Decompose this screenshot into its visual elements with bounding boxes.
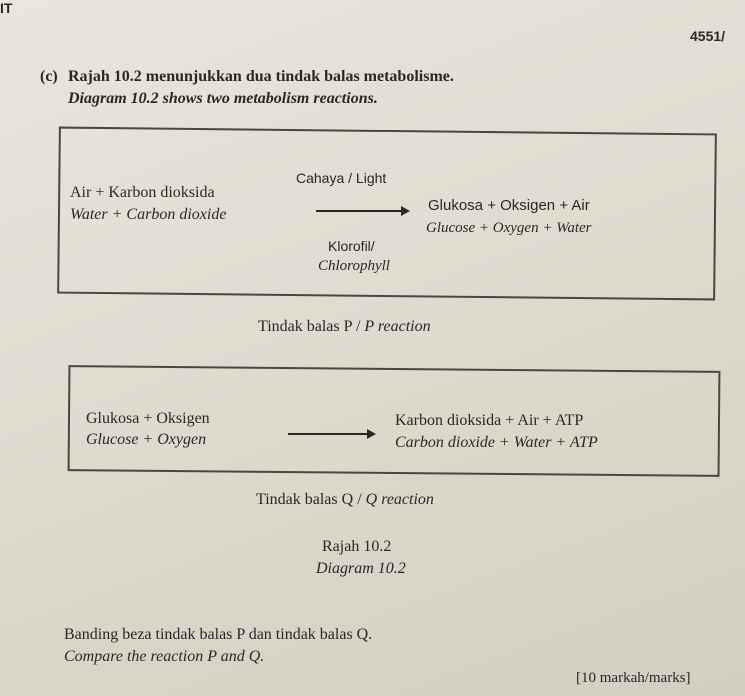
- reaction-q-caption: [256, 491, 434, 509]
- diagram-caption-english: Diagram 10.2: [316, 560, 406, 577]
- reaction-q-products-malay: Karbon dioksida + Air + ATP: [395, 412, 584, 429]
- reaction-q-caption-malay: Tindak balas Q /: [256, 491, 362, 508]
- reaction-p-caption-malay: Tindak balas P /: [258, 318, 361, 335]
- question-text-malay: Rajah 10.2 menunjukkan dua tindak balas metabolisme.: [68, 68, 454, 85]
- reaction-q-products-english: Carbon dioxide + Water + ATP: [395, 434, 598, 451]
- reaction-p-condition-light: [296, 170, 386, 186]
- light-text: Cahaya / Light: [296, 170, 387, 186]
- reaction-p-arrow: [316, 210, 408, 212]
- reaction-q-arrow: [288, 433, 374, 435]
- reaction-p-products-english: Glucose + Oxygen + Water: [426, 220, 592, 236]
- page-corner-mark: IT: [0, 0, 13, 16]
- paper-code: 4551/: [690, 28, 726, 44]
- reaction-q-caption-english: Q reaction: [365, 491, 434, 508]
- reaction-q-reactants-english: Glucose + Oxygen: [86, 431, 207, 448]
- reaction-p-products-malay: Glukosa + Oksigen + Air: [428, 197, 590, 214]
- reaction-p-caption: [258, 318, 431, 336]
- reaction-p-condition-chlorophyll-malay: Klorofil/: [328, 238, 375, 254]
- question-text-english: Diagram 10.2 shows two metabolism reactions.: [68, 90, 378, 107]
- question-label: (c): [40, 68, 58, 85]
- diagram-caption-malay: Rajah 10.2: [322, 538, 392, 555]
- task-english: Compare the reaction P and Q.: [64, 648, 265, 665]
- marks-label: [10 markah/marks]: [576, 670, 691, 686]
- task-malay: Banding beza tindak balas P dan tindak balas Q.: [64, 626, 373, 643]
- reaction-p-reactants-english: Water + Carbon dioxide: [70, 206, 227, 223]
- reaction-p-caption-english: P reaction: [364, 318, 431, 335]
- reaction-p-reactants-malay: Air + Karbon dioksida: [70, 184, 215, 201]
- reaction-p-condition-chlorophyll-english: Chlorophyll: [318, 258, 390, 274]
- reaction-q-reactants-malay: Glukosa + Oksigen: [86, 410, 210, 427]
